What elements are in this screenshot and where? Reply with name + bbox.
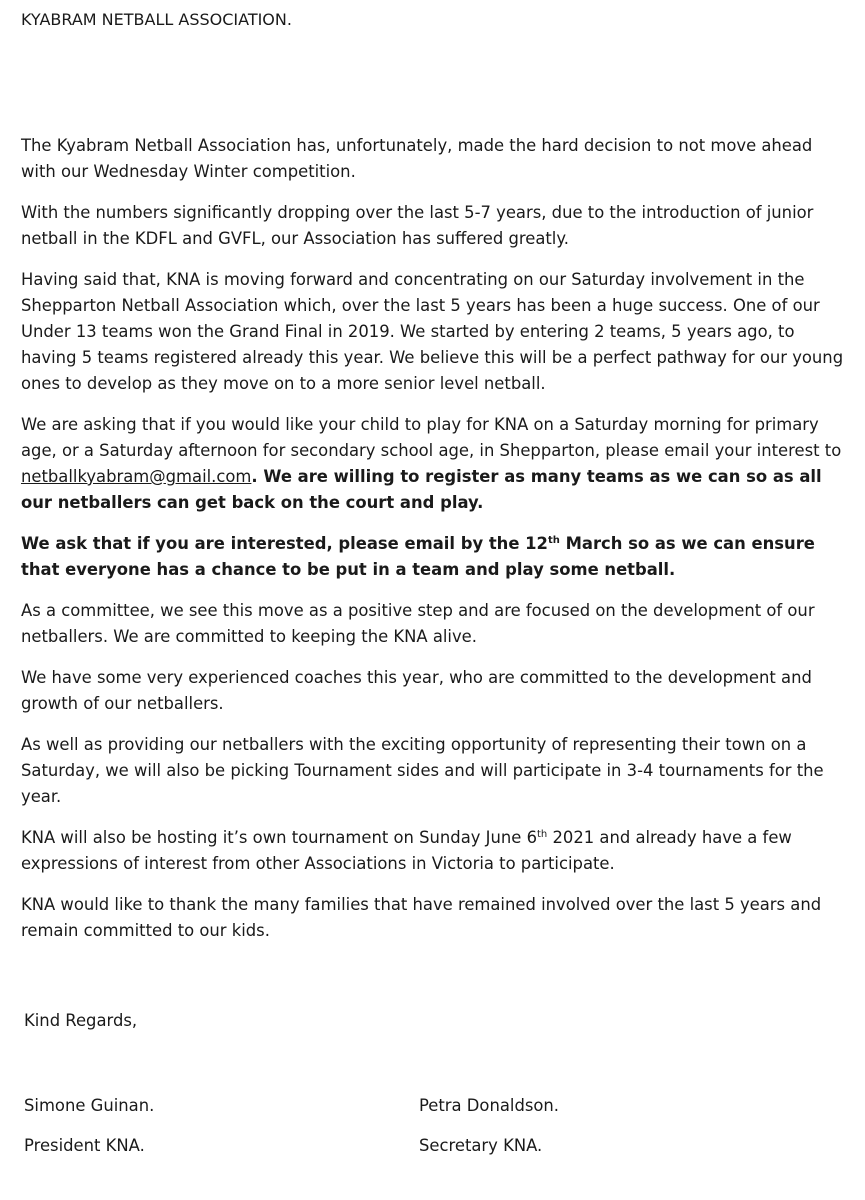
ordinal-suffix: th [547, 535, 560, 546]
letter-heading: KYABRAM NETBALL ASSOCIATION. [21, 10, 292, 29]
email-link[interactable]: netballkyabram@gmail.com [21, 467, 252, 486]
paragraph-4-text: We are asking that if you would like your child to play for KNA on a Saturday morning for primary age, or a Saturday afternoon for secondary school age, in Shepparton, please email your interest to [21, 415, 842, 460]
paragraph-5-text-end: March so as we can ensure that everyone has a chance to be put in a team and play some netball. [21, 534, 815, 579]
paragraph-4-bold-text: We are willing to register as many teams as we can so as all our netballers can get back on the court and play. [21, 467, 822, 512]
signatory-name-right: Petra Donaldson. [419, 1096, 560, 1115]
paragraph-9-text-end: 2021 and already have a few expressions of interest from other Associations in Victoria to participate. [21, 828, 792, 873]
paragraph-8: As well as providing our netballers with the exciting opportunity of representing their town on a Saturday, we will also be picking Tournament sides and will participate in 3-4 tournaments for the year. [21, 735, 824, 806]
paragraph-4 [21, 412, 851, 516]
paragraph-7: We have some very experienced coaches this year, who are committed to the development and growth of our netballers. [21, 668, 812, 713]
paragraph-2: With the numbers significantly dropping over the last 5-7 years, due to the introduction of junior netball in the KDFL and GVFL, our Association has suffered greatly. [21, 203, 814, 248]
paragraph-10: KNA would like to thank the many families that have remained involved over the last 5 years and remain committed to our kids. [21, 895, 822, 940]
paragraph-9 [21, 825, 851, 877]
signatory-role-left: President KNA. [24, 1136, 145, 1155]
paragraph-9-text-start: KNA will also be hosting it’s own tournament on Sunday June 6 [21, 828, 537, 847]
paragraph-3: Having said that, KNA is moving forward and concentrating on our Saturday involvement in the Shepparton Netball Association which, over the last 5 years has been a huge success. One of our Under 13 teams won the Grand Final in 2019. We started by entering 2 teams, 5 years ago, to having 5 teams registered already this year. We believe this will be a perfect pathway for our young ones to develop as they move on to a more senior level netball. [21, 270, 844, 393]
paragraph-4-period: . [251, 467, 258, 486]
signatory-name-left: Simone Guinan. [24, 1096, 155, 1115]
ordinal-suffix: th [537, 829, 548, 840]
paragraph-6: As a committee, we see this move as a positive step and are focused on the development of our netballers. We are committed to keeping the KNA alive. [21, 601, 815, 646]
paragraph-1: The Kyabram Netball Association has, unfortunately, made the hard decision to not move ahead with our Wednesday Winter competition. [21, 136, 813, 181]
closing-salutation: Kind Regards, [24, 1011, 138, 1030]
paragraph-5-text-start: We ask that if you are interested, please email by the 12 [21, 534, 548, 553]
paragraph-5 [21, 531, 851, 583]
signatory-role-right: Secretary KNA. [419, 1136, 543, 1155]
letter-body [21, 133, 851, 959]
